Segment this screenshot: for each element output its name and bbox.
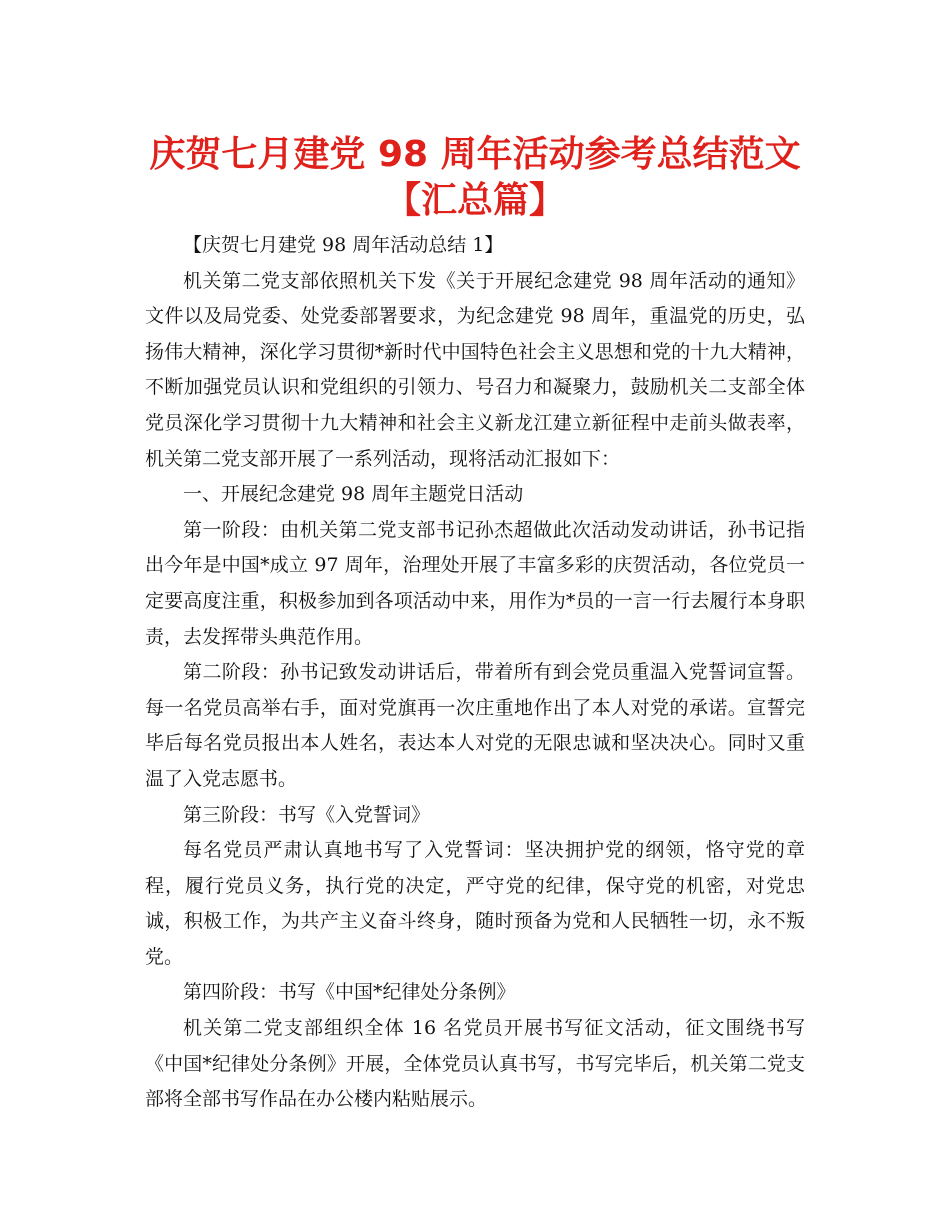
stage-one-paragraph: 第一阶段：由机关第二党支部书记孙杰超做此次活动发动讲话，孙书记指出今年是中国*成立 97 周年，治理处开展了丰富多彩的庆贺活动，各位党员一定要高度注重，积极参加到各项活动中来，用作为*员的一言一行去履行本身职责，去发挥带头典范作用。 [145,518,805,648]
stage-three-heading: 第三阶段：书写《入党誓词》 [183,803,431,826]
document-body [145,228,805,1118]
stage-two-paragraph: 第二阶段：孙书记致发动讲话后，带着所有到会党员重温入党誓词宣誓。每一名党员高举右手，面对党旗再一次庄重地作出了本人对党的承诺。宣誓完毕后每名党员报出本人姓名，表达本人对党的无限忠诚和坚决决心。同时又重温了入党志愿书。 [145,661,805,790]
document-title: 庆贺七月建党 98 周年活动参考总结范文【汇总篇】 [149,134,801,221]
stage-four-heading: 第四阶段：书写《中国*纪律处分条例》 [183,981,516,1004]
essay-activity-paragraph: 机关第二党支部组织全体 16 名党员开展书写征文活动，征文围绕书写《中国*纪律处分条例》开展，全体党员认真书写，书写完毕后，机关第二党支部将全部书写作品在办公楼内粘贴展示。 [145,1017,805,1111]
oath-paragraph: 每名党员严肃认真地书写了入党誓词：坚决拥护党的纲领，恪守党的章程，履行党员义务，执行党的决定，严守党的纪律，保守党的机密，对党忠诚，积极工作，为共产主义奋斗终身，随时预备为党和人民牺牲一切，永不叛党。 [145,839,805,968]
intro-paragraph: 机关第二党支部依照机关下发《关于开展纪念建党 98 周年活动的通知》文件以及局党委、处党委部署要求，为纪念建党 98 周年，重温党的历史，弘扬伟大精神，深化学习贯彻*新时代中国特色社会主义思想和党的十九大精神，不断加强党员认识和党组织的引领力、号召力和凝聚力，鼓励机关二支部全体党员深化学习贯彻十九大精神和社会主义新龙江建立新征程中走前头做表率，机关第二党支部开展了一系列活动，现将活动汇报如下： [145,269,805,470]
subsection-heading: 一、开展纪念建党 98 周年主题党日活动 [183,483,524,506]
section-heading: 【庆贺七月建党 98 周年活动总结 1】 [183,234,504,256]
